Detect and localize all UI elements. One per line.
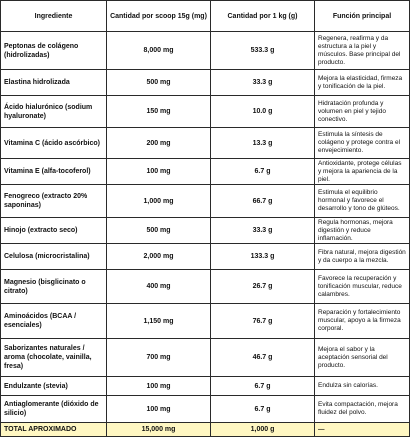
cell-ingredient: Saborizantes naturales / aroma (chocolate, vainilla, fresa) (1, 339, 107, 377)
cell-kg: 6.7 g (211, 159, 315, 185)
cell-kg: 66.7 g (211, 185, 315, 218)
header-row (1, 1, 410, 32)
cell-ingredient: Endulzante (stevia) (1, 377, 107, 396)
cell-scoop: 500 mg (107, 218, 211, 244)
cell-ingredient: Celulosa (microcristalina) (1, 244, 107, 270)
cell-kg: 10.0 g (211, 96, 315, 128)
cell-scoop: 100 mg (107, 396, 211, 423)
table-row (1, 396, 410, 423)
header-kg: Cantidad por 1 kg (g) (211, 1, 315, 32)
table-row (1, 96, 410, 128)
header-function: Función principal (315, 1, 410, 32)
table-row (1, 185, 410, 218)
cell-function: Mejora el sabor y la aceptación sensorial del producto. (315, 339, 410, 377)
cell-kg: 33.3 g (211, 218, 315, 244)
cell-ingredient: Fenogreco (extracto 20% saponinas) (1, 185, 107, 218)
cell-function: Estimula la síntesis de colágeno y protege contra el envejecimiento. (315, 128, 410, 159)
cell-scoop: 1,000 mg (107, 185, 211, 218)
cell-scoop: 100 mg (107, 377, 211, 396)
cell-function: Hidratación profunda y volumen en piel y tejido conectivo. (315, 96, 410, 128)
cell-ingredient: Vitamina E (alfa-tocoferol) (1, 159, 107, 185)
table-body (1, 32, 410, 437)
cell-ingredient: Peptonas de colágeno (hidrolizadas) (1, 32, 107, 70)
total-scoop: 15,000 mg (107, 423, 211, 437)
cell-scoop: 1,150 mg (107, 304, 211, 339)
table-row (1, 128, 410, 159)
table-row (1, 70, 410, 96)
table-row (1, 270, 410, 304)
cell-kg: 46.7 g (211, 339, 315, 377)
table-header (1, 1, 410, 32)
total-function: — (315, 423, 410, 437)
table-row (1, 304, 410, 339)
cell-scoop: 400 mg (107, 270, 211, 304)
table-row (1, 377, 410, 396)
cell-function: Endulza sin calorías. (315, 377, 410, 396)
cell-ingredient: Magnesio (bisglicinato o citrato) (1, 270, 107, 304)
cell-ingredient: Elastina hidrolizada (1, 70, 107, 96)
total-label: TOTAL APROXIMADO (1, 423, 107, 437)
table-row (1, 244, 410, 270)
table-row (1, 339, 410, 377)
cell-ingredient: Aminoácidos (BCAA / esenciales) (1, 304, 107, 339)
cell-function: Favorece la recuperación y tonificación muscular, reduce calambres. (315, 270, 410, 304)
cell-function: Regenera, reafirma y da estructura a la piel y músculos. Base principal del producto. (315, 32, 410, 70)
cell-kg: 13.3 g (211, 128, 315, 159)
cell-ingredient: Antiaglomerante (dióxido de silicio) (1, 396, 107, 423)
table-row (1, 32, 410, 70)
cell-kg: 133.3 g (211, 244, 315, 270)
cell-scoop: 2,000 mg (107, 244, 211, 270)
cell-function: Estimula el equilibrio hormonal y favorece el desarrollo y tono de glúteos. (315, 185, 410, 218)
cell-kg: 6.7 g (211, 396, 315, 423)
cell-scoop: 150 mg (107, 96, 211, 128)
cell-kg: 6.7 g (211, 377, 315, 396)
cell-ingredient: Hinojo (extracto seco) (1, 218, 107, 244)
cell-scoop: 200 mg (107, 128, 211, 159)
table-row (1, 159, 410, 185)
header-ingredient: Ingrediente (1, 1, 107, 32)
cell-kg: 26.7 g (211, 270, 315, 304)
cell-kg: 76.7 g (211, 304, 315, 339)
total-row (1, 423, 410, 437)
cell-scoop: 8,000 mg (107, 32, 211, 70)
header-scoop: Cantidad por scoop 15g (mg) (107, 1, 211, 32)
cell-kg: 533.3 g (211, 32, 315, 70)
cell-scoop: 500 mg (107, 70, 211, 96)
cell-function: Fibra natural, mejora digestión y da cuerpo a la mezcla. (315, 244, 410, 270)
cell-function: Reparación y fortalecimiento muscular, apoyo a la firmeza corporal. (315, 304, 410, 339)
cell-function: Mejora la elasticidad, firmeza y tonificación de la piel. (315, 70, 410, 96)
cell-function: Evita compactación, mejora fluidez del polvo. (315, 396, 410, 423)
cell-scoop: 100 mg (107, 159, 211, 185)
cell-function: Antioxidante, protege células y mejora la apariencia de la piel. (315, 159, 410, 185)
cell-ingredient: Ácido hialurónico (sodium hyaluronate) (1, 96, 107, 128)
cell-function: Regula hormonas, mejora digestión y reduce inflamación. (315, 218, 410, 244)
total-kg: 1,000 g (211, 423, 315, 437)
cell-kg: 33.3 g (211, 70, 315, 96)
table-row (1, 218, 410, 244)
cell-scoop: 700 mg (107, 339, 211, 377)
cell-ingredient: Vitamina C (ácido ascórbico) (1, 128, 107, 159)
